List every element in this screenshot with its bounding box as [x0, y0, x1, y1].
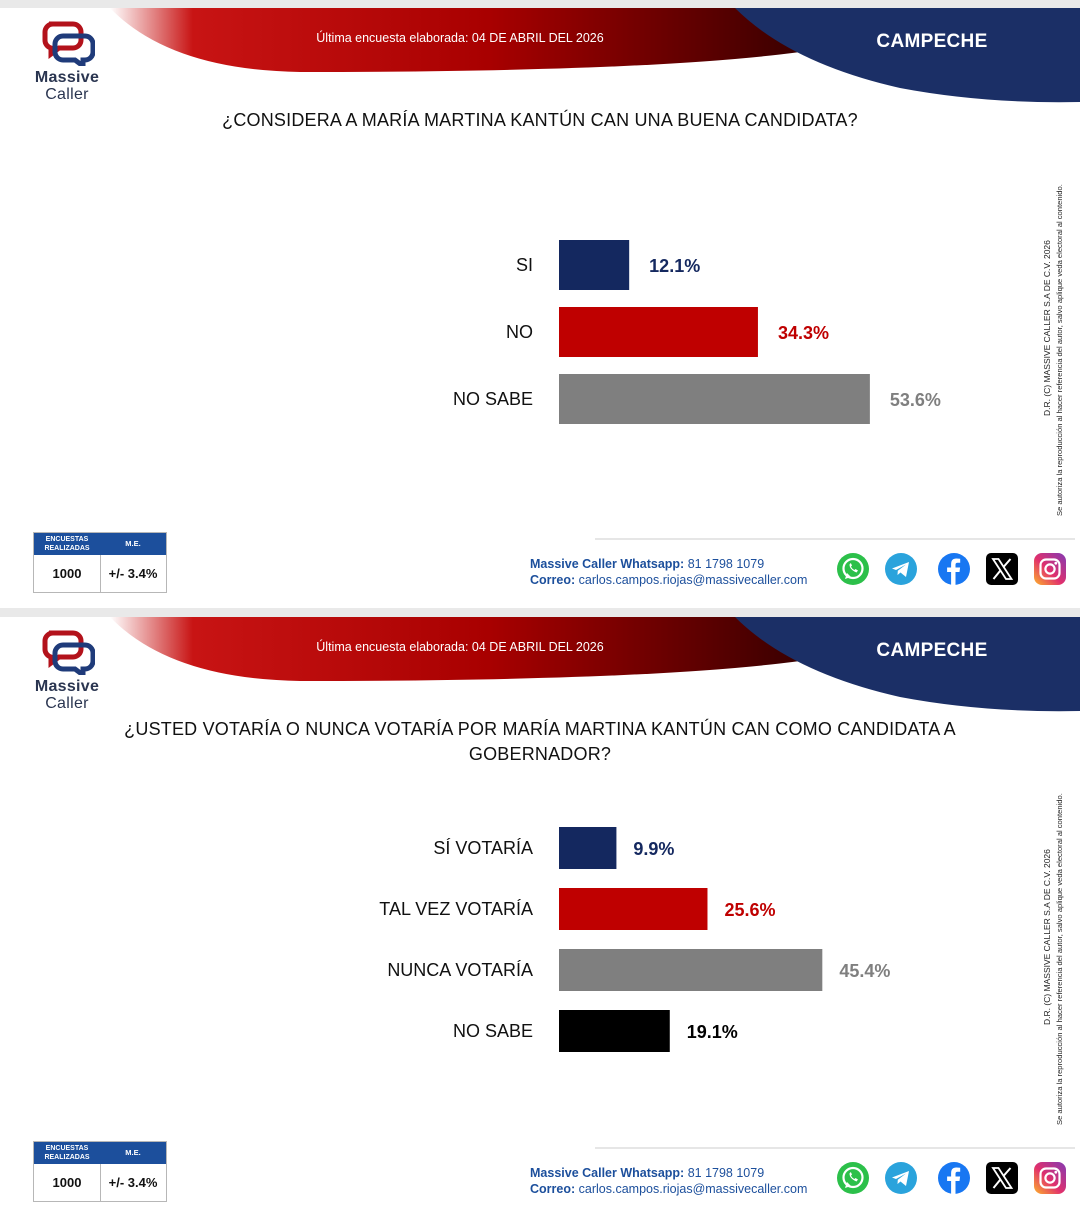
surveys-header: ENCUESTAS REALIZADAS	[44, 1145, 90, 1161]
instagram-icon[interactable]	[1033, 552, 1067, 586]
contact-info	[530, 556, 807, 588]
logo-text-caller: Caller	[45, 86, 89, 103]
sample-stats-table	[33, 1141, 167, 1202]
instagram-icon[interactable]	[1033, 1161, 1067, 1195]
poll-slide-1	[0, 8, 1080, 608]
x-icon[interactable]	[985, 1161, 1019, 1195]
whatsapp-label: Massive Caller Whatsapp:	[530, 1166, 685, 1180]
massive-caller-logo	[28, 16, 106, 106]
surveys-header: ENCUESTAS REALIZADAS	[44, 536, 90, 552]
copyright-line-2: Se autoriza la reproducción al hacer referencia del autor, salvo aplique veda electoral al contenido.	[1055, 184, 1064, 516]
me-value: +/- 3.4%	[108, 1175, 158, 1190]
category-label: NO SABE	[452, 389, 533, 409]
question-title: ¿USTED VOTARÍA O NUNCA VOTARÍA POR MARÍA MARTINA KANTÚN CAN COMO CANDIDATA A GOBERNADOR?	[124, 719, 956, 764]
whatsapp-number[interactable]: 81 1798 1079	[687, 1166, 765, 1180]
value-label: 34.3%	[777, 323, 829, 343]
email-address[interactable]: carlos.campos.riojas@massivecaller.com	[578, 573, 808, 587]
whatsapp-label: Massive Caller Whatsapp:	[530, 557, 685, 571]
category-label: TAL VEZ VOTARÍA	[379, 899, 533, 919]
question-title: ¿CONSIDERA A MARÍA MARTINA KANTÚN CAN UNA BUENA CANDIDATA?	[222, 110, 858, 130]
poll-slide-2	[0, 617, 1080, 1217]
value-label: 45.4%	[839, 961, 891, 981]
email-line	[530, 1181, 807, 1197]
whatsapp-line	[530, 1165, 807, 1181]
category-label: SI	[515, 255, 533, 275]
bar	[559, 240, 629, 290]
state-name: CAMPECHE	[876, 640, 988, 661]
bar	[559, 374, 870, 424]
bar	[559, 1010, 670, 1052]
email-line	[530, 572, 807, 588]
bar	[559, 307, 758, 357]
copyright-notice	[1036, 727, 1072, 1127]
category-label: NUNCA VOTARÍA	[387, 960, 533, 980]
surveys-value: 1000	[52, 566, 82, 581]
value-label: 25.6%	[724, 900, 776, 920]
bar	[559, 949, 822, 991]
whatsapp-number[interactable]: 81 1798 1079	[687, 557, 765, 571]
header-banner	[0, 617, 1080, 727]
state-name: CAMPECHE	[876, 31, 988, 52]
logo-text-massive: Massive	[34, 678, 100, 695]
whatsapp-line	[530, 556, 807, 572]
email-address[interactable]: carlos.campos.riojas@massivecaller.com	[578, 1182, 808, 1196]
footer-divider	[595, 1147, 1075, 1149]
me-value: +/- 3.4%	[108, 566, 158, 581]
value-label: 9.9%	[633, 839, 675, 859]
whatsapp-icon[interactable]	[836, 1161, 870, 1195]
value-label: 19.1%	[686, 1022, 738, 1042]
contact-info	[530, 1165, 807, 1197]
logo-text-caller: Caller	[45, 695, 89, 712]
survey-date: Última encuesta elaborada: 04 DE ABRIL DEL 2026	[316, 31, 604, 45]
copyright-line-2: Se autoriza la reproducción al hacer referencia del autor, salvo aplique veda electoral al contenido.	[1055, 793, 1064, 1125]
category-label: NO	[506, 322, 533, 342]
footer-divider	[595, 538, 1075, 540]
telegram-icon[interactable]	[884, 552, 918, 586]
speech-bubbles-icon	[39, 629, 95, 675]
copyright-line-1: D.R. (C) MASSIVE CALLER S.A DE C.V. 2026	[1042, 240, 1052, 416]
telegram-icon[interactable]	[884, 1161, 918, 1195]
facebook-icon[interactable]	[937, 552, 971, 586]
whatsapp-icon[interactable]	[836, 552, 870, 586]
email-label: Correo:	[530, 1182, 576, 1196]
bar	[559, 827, 616, 869]
bar-chart	[300, 757, 1020, 1157]
me-header: M.E.	[125, 539, 141, 548]
value-label: 53.6%	[889, 390, 941, 410]
category-label: NO SABE	[452, 1021, 533, 1041]
surveys-value: 1000	[52, 1175, 82, 1190]
email-label: Correo:	[530, 573, 576, 587]
survey-date: Última encuesta elaborada: 04 DE ABRIL DEL 2026	[316, 640, 604, 654]
bar	[559, 888, 707, 930]
massive-caller-logo	[28, 625, 106, 715]
copyright-line-1: D.R. (C) MASSIVE CALLER S.A DE C.V. 2026	[1042, 849, 1052, 1025]
header-banner	[0, 8, 1080, 118]
sample-stats-table	[33, 532, 167, 593]
speech-bubbles-icon	[39, 20, 95, 66]
x-icon[interactable]	[985, 552, 1019, 586]
value-label: 12.1%	[649, 256, 701, 276]
copyright-notice	[1036, 118, 1072, 518]
facebook-icon[interactable]	[937, 1161, 971, 1195]
logo-text-massive: Massive	[34, 69, 100, 86]
category-label: SÍ VOTARÍA	[433, 838, 533, 858]
me-header: M.E.	[125, 1148, 141, 1157]
bar-chart	[300, 148, 1020, 548]
